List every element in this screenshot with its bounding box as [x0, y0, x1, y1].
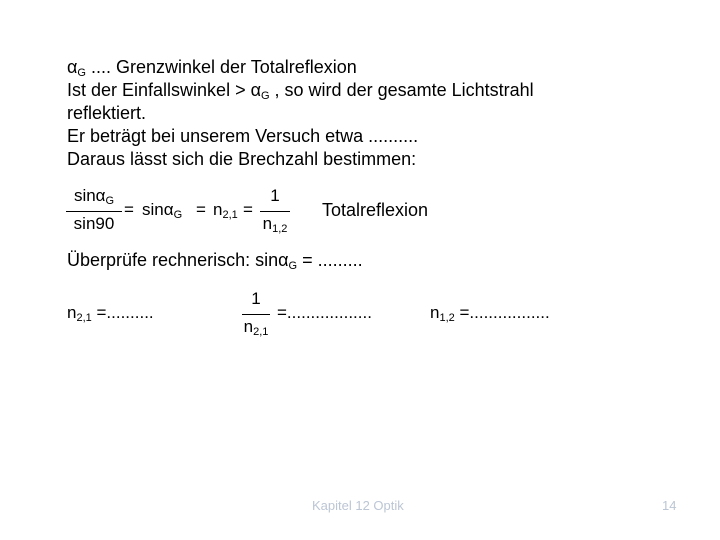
alpha-subscript: G	[288, 260, 298, 272]
fraction-bar	[66, 211, 122, 212]
alpha-symbol: α	[163, 200, 174, 219]
sin-text: sin	[73, 186, 96, 205]
alpha-subscript: G	[105, 195, 115, 207]
n-subscript: 2,1	[253, 326, 269, 338]
alpha-symbol: α	[67, 57, 78, 77]
text-line-3: reflektiert.	[67, 103, 147, 123]
fraction-one-over-n21	[242, 289, 270, 341]
fraction-numerator	[66, 186, 122, 207]
text-line-5: Daraus lässt sich die Brechzahl bestimmen:	[67, 149, 417, 169]
fraction-bar	[242, 314, 270, 315]
fraction-numerator: 1	[251, 289, 261, 308]
n-subscript: 1,2	[272, 223, 288, 235]
alpha-subscript: G	[173, 209, 183, 221]
fraction-denominator	[242, 317, 270, 338]
answer-fraction-dots: =..................	[277, 303, 372, 322]
n-subscript: 1,2	[439, 312, 455, 324]
fraction-bar	[260, 211, 290, 212]
fraction-denominator	[260, 214, 290, 235]
footer-page-number: 14	[662, 498, 677, 513]
n-symbol: n	[213, 200, 223, 219]
text-line-4: Er beträgt bei unserem Versuch etwa ..........	[67, 126, 419, 146]
definition-text: .... Grenzwinkel der Totalreflexion	[85, 57, 357, 77]
fraction-numerator: 1	[270, 186, 280, 205]
check-text: Überprüfe rechnerisch: sin	[67, 250, 279, 270]
alpha-subscript: G	[77, 67, 86, 79]
n-subscript: 2,1	[76, 312, 92, 324]
alpha-symbol: α	[95, 186, 106, 205]
n-symbol: n	[430, 303, 440, 322]
alpha-symbol: α	[278, 250, 289, 270]
alpha-subscript: G	[260, 90, 270, 102]
equals-sign: =	[243, 200, 253, 219]
n-symbol: n	[262, 214, 273, 233]
equals-sign: =	[196, 200, 206, 219]
answer-dots: =.................	[454, 303, 550, 322]
sin-alpha-term	[142, 200, 182, 221]
fraction-denominator: sin90	[73, 214, 115, 233]
answer-dots: =..........	[91, 303, 154, 322]
n-symbol: n	[67, 303, 77, 322]
sin-text: sin	[142, 200, 164, 219]
alpha-symbol: α	[250, 80, 261, 100]
fraction-one-over-n12	[260, 186, 290, 238]
text-fragment: , so wird der gesamte Lichtstrahl	[269, 80, 534, 100]
check-line	[67, 249, 363, 278]
equals-sign: =	[124, 200, 134, 219]
text-fragment: Ist der Einfallswinkel >	[67, 80, 251, 100]
check-dots: = .........	[297, 250, 363, 270]
answer-n12	[430, 303, 550, 324]
n-symbol: n	[243, 317, 254, 336]
answer-n21	[67, 303, 154, 324]
fraction-sin-alpha-over-sin90	[66, 186, 122, 238]
n-subscript: 2,1	[222, 209, 238, 221]
label-totalreflexion: Totalreflexion	[322, 200, 429, 220]
footer-chapter: Kapitel 12 Optik	[312, 498, 404, 513]
n21-term	[213, 200, 238, 221]
